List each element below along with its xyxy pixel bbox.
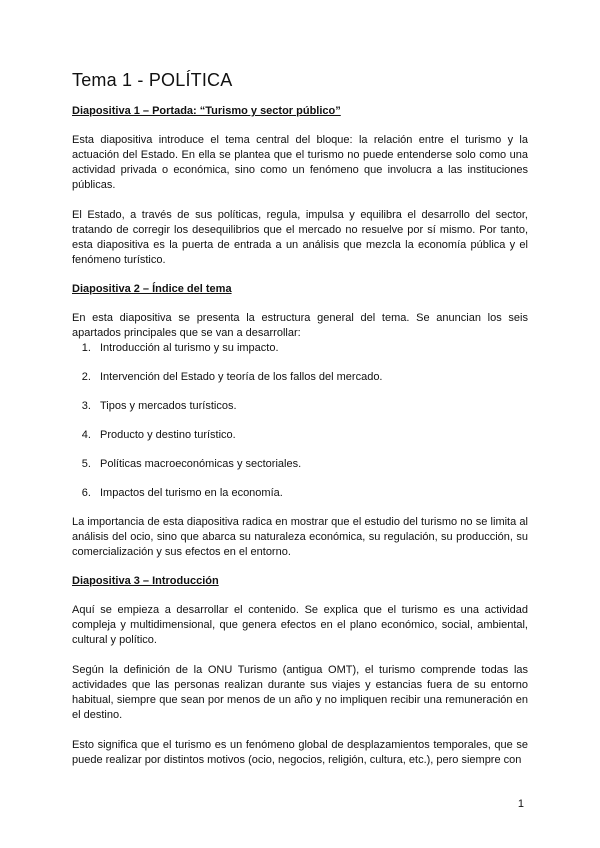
list-item: 6. Impactos del turismo en la economía. (94, 486, 528, 501)
document-page (72, 70, 528, 783)
page-title: Tema 1 - POLÍTICA (72, 70, 233, 90)
page-number: 1 (517, 798, 524, 810)
section-heading-2: Diapositiva 2 – Índice del tema (72, 283, 232, 295)
list-item: 4. Producto y destino turístico. (94, 428, 528, 443)
paragraph: Según la definición de la ONU Turismo (antigua OMT), el turismo comprende todas las actividades que las personas realizan durante sus viajes y estancias fuera de su entorno habitual, siempre que sean por menos de un año y no impliquen recibir una remuneración en el destino. (72, 664, 528, 721)
list-item: 5. Políticas macroeconómicas y sectoriales. (94, 457, 528, 472)
paragraph: La importancia de esta diapositiva radica en mostrar que el estudio del turismo no se limita al análisis del ocio, sino que abarca su naturaleza económica, su regulación, su producción, su comercialización y sus efectos en el entorno. (72, 516, 528, 558)
list-item: 1. Introducción al turismo y su impacto. (94, 341, 528, 356)
section-heading-3: Diapositiva 3 – Introducción (72, 575, 219, 587)
paragraph: Esto significa que el turismo es un fenómeno global de desplazamientos temporales, que se puede realizar por distintos motivos (ocio, negocios, religión, cultura, etc.), pero siempre con (72, 739, 528, 766)
paragraph: En esta diapositiva se presenta la estructura general del tema. Se anuncian los seis apartados principales que se van a desarrollar: (72, 312, 528, 339)
paragraph: Esta diapositiva introduce el tema central del bloque: la relación entre el turismo y la actuación del Estado. En ella se plantea que el turismo no puede entenderse solo como una actividad privada o económica, sino como un fenómeno que involucra a las instituciones públicas. (72, 134, 528, 191)
paragraph: Aquí se empieza a desarrollar el contenido. Se explica que el turismo es una actividad compleja y multidimensional, que genera efectos en el plano económico, social, ambiental, cultural y político. (72, 604, 528, 646)
list-item: 2. Intervención del Estado y teoría de los fallos del mercado. (94, 370, 528, 385)
topic-list (72, 341, 528, 501)
paragraph: El Estado, a través de sus políticas, regula, impulsa y equilibra el desarrollo del sector, tratando de corregir los desequilibrios que el mercado no resuelve por sí mismo. Por tanto, esta diapositiva es la puerta de entrada a un análisis que mezcla la economía pública y el fenómeno turístico. (72, 209, 528, 266)
section-heading-1: Diapositiva 1 – Portada: “Turismo y sector público” (72, 105, 341, 117)
list-item: 3. Tipos y mercados turísticos. (94, 399, 528, 414)
